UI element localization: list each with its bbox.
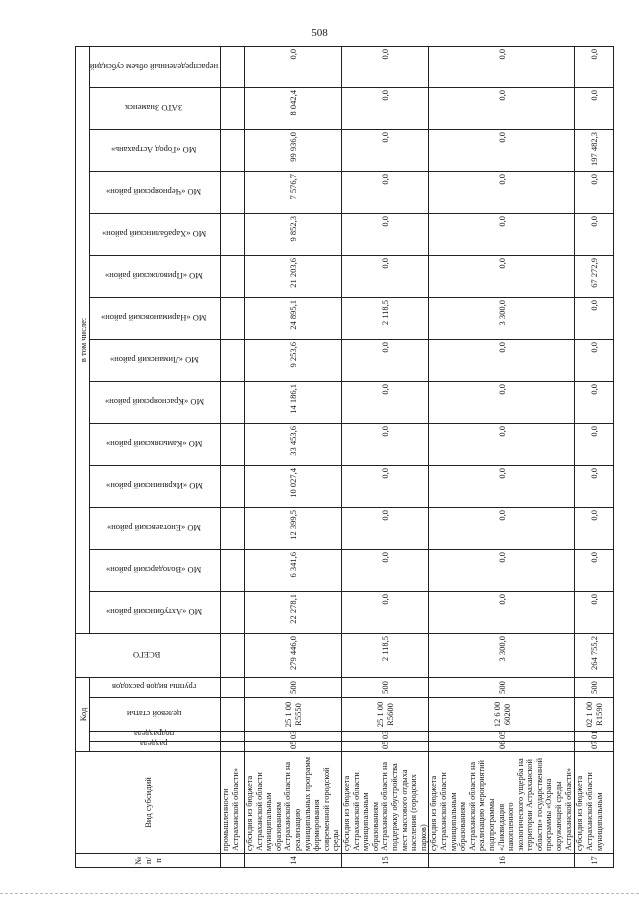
row-num: 17 <box>575 854 614 868</box>
row-cs: 02 1 00 R1590 <box>575 698 614 732</box>
col-header-incl: в том числе: <box>76 46 90 633</box>
col-header-code: Код <box>76 677 90 751</box>
page-bottom-divider <box>0 893 639 894</box>
row-value <box>221 339 245 381</box>
row-value: 0,0 <box>342 213 429 255</box>
row-num: 15 <box>342 854 429 868</box>
row-value <box>221 381 245 423</box>
row-value: 0,0 <box>429 129 575 171</box>
header-row-1 <box>76 46 90 867</box>
row-num: 16 <box>429 854 575 868</box>
row-value <box>221 297 245 339</box>
row-razdel: 05 <box>245 742 342 752</box>
table-row <box>245 46 342 867</box>
row-value: 0,0 <box>342 255 429 297</box>
col-header-total: ВСЕГО <box>76 633 221 677</box>
row-total: 279 446,0 <box>245 633 342 677</box>
row-value: 0,0 <box>575 591 614 633</box>
row-value: 99 936,0 <box>245 129 342 171</box>
row-value: 0,0 <box>429 255 575 297</box>
row-vr: 500 <box>342 677 429 697</box>
row-value: 0,0 <box>575 549 614 591</box>
row-value: 14 186,1 <box>245 381 342 423</box>
row-num: 14 <box>245 854 342 868</box>
row-value: 0,0 <box>429 507 575 549</box>
row-value: 0,0 <box>429 171 575 213</box>
row-value: 0,0 <box>342 46 429 87</box>
row-cs <box>221 698 245 732</box>
district-header: МО «Приволжский район» <box>90 255 221 297</box>
row-value: 0,0 <box>575 465 614 507</box>
row-value: 0,0 <box>575 381 614 423</box>
table-area <box>75 48 605 868</box>
district-header: МО «Город Астрахань» <box>90 129 221 171</box>
row-value <box>221 423 245 465</box>
row-value: 12 399,5 <box>245 507 342 549</box>
row-value: 0,0 <box>575 507 614 549</box>
row-value: 24 895,1 <box>245 297 342 339</box>
row-value: 0,0 <box>342 507 429 549</box>
district-header: МО «Черноярский район» <box>90 171 221 213</box>
row-vr <box>221 677 245 697</box>
row-value: 0,0 <box>575 46 614 87</box>
row-value <box>221 549 245 591</box>
district-header: МО «Лиманский район» <box>90 339 221 381</box>
row-razdel: 06 <box>429 742 575 752</box>
district-header: нераспределенный объем субсидий <box>90 46 221 87</box>
district-header: МО «Харабалинский район» <box>90 213 221 255</box>
row-value <box>221 465 245 507</box>
row-value: 6 341,6 <box>245 549 342 591</box>
row-value: 21 203,6 <box>245 255 342 297</box>
col-header-cs: целевой статьи <box>90 698 221 732</box>
row-total <box>221 633 245 677</box>
row-subsidy-type: субсидия из бюджета Астраханской области муниципальным образованиям Астраханской области на поддержку обустройства мест массового отдыха населения (городских парков) <box>342 752 429 854</box>
row-value: 197 482,3 <box>575 129 614 171</box>
row-value: 0,0 <box>575 423 614 465</box>
row-value: 0,0 <box>575 297 614 339</box>
subsidy-table <box>75 46 614 868</box>
row-podrazdel <box>221 732 245 742</box>
district-header: МО «Камызякский район» <box>90 423 221 465</box>
row-value <box>221 87 245 129</box>
table-row <box>221 46 245 867</box>
row-cs: 25 1 00 R5550 <box>245 698 342 732</box>
row-value: 0,0 <box>342 171 429 213</box>
row-value: 0,0 <box>429 549 575 591</box>
row-value: 0,0 <box>429 381 575 423</box>
district-header: МО «Наримановский район» <box>90 297 221 339</box>
row-value: 0,0 <box>429 87 575 129</box>
row-value: 0,0 <box>342 549 429 591</box>
row-value: 9 852,3 <box>245 213 342 255</box>
row-value: 0,0 <box>342 129 429 171</box>
row-cs: 12 6 00 60200 <box>429 698 575 732</box>
row-value: 67 272,9 <box>575 255 614 297</box>
table-row <box>429 46 575 867</box>
row-razdel: 05 <box>342 742 429 752</box>
row-subsidy-type: субсидия из бюджета Астраханской области муниципальным <box>575 752 614 854</box>
row-value: 10 027,4 <box>245 465 342 507</box>
row-value: 7 576,7 <box>245 171 342 213</box>
row-value: 0,0 <box>429 423 575 465</box>
row-value <box>221 255 245 297</box>
row-value: 33 453,6 <box>245 423 342 465</box>
header-row-2 <box>90 46 101 867</box>
row-value <box>221 171 245 213</box>
page-number: 508 <box>311 27 328 39</box>
row-subsidy-type: промышленности Астраханской области» <box>221 752 245 854</box>
col-header-num: № п/п <box>76 854 221 868</box>
row-cs: 25 1 00 R5600 <box>342 698 429 732</box>
row-value: 0,0 <box>429 591 575 633</box>
row-podrazdel: 03 <box>245 732 342 742</box>
row-value: 0,0 <box>342 591 429 633</box>
table-row <box>575 46 614 867</box>
row-value: 0,0 <box>575 87 614 129</box>
table-row <box>342 46 429 867</box>
row-value <box>221 507 245 549</box>
row-podrazdel: 03 <box>342 732 429 742</box>
district-header: МО «Икрянинский район» <box>90 465 221 507</box>
row-value: 0,0 <box>429 339 575 381</box>
row-razdel: 07 <box>575 742 614 752</box>
row-value: 0,0 <box>575 171 614 213</box>
row-value: 8 042,4 <box>245 87 342 129</box>
district-header: МО «Енотаевский район» <box>90 507 221 549</box>
row-value: 0,0 <box>429 46 575 87</box>
row-total: 3 300,0 <box>429 633 575 677</box>
district-header: МО «Володарский район» <box>90 549 221 591</box>
row-value: 0,0 <box>429 213 575 255</box>
district-header: ЗАТО Знаменск <box>90 87 221 129</box>
rotated-table-wrapper <box>75 48 605 868</box>
row-num <box>221 854 245 868</box>
col-header-vr: группы видов расходов <box>90 677 221 697</box>
row-value: 22 278,1 <box>245 591 342 633</box>
row-value: 0,0 <box>575 213 614 255</box>
row-value <box>221 213 245 255</box>
col-header-type: Вид субсидий <box>76 752 221 854</box>
row-total: 2 118,5 <box>342 633 429 677</box>
row-value: 0,0 <box>429 465 575 507</box>
row-value: 0,0 <box>342 423 429 465</box>
row-value: 0,0 <box>342 381 429 423</box>
row-value: 0,0 <box>342 339 429 381</box>
row-podrazdel: 01 <box>575 732 614 742</box>
col-header-razdel: раздела <box>90 742 221 752</box>
row-total: 264 755,2 <box>575 633 614 677</box>
row-subsidy-type: субсидия из бюджета Астраханской области муниципальным образованиям Астраханской области на реализацию муниципальных программ формирования современной городской среды <box>245 752 342 854</box>
row-vr: 500 <box>245 677 342 697</box>
row-podrazdel: 05 <box>429 732 575 742</box>
row-value: 0,0 <box>245 46 342 87</box>
row-value <box>221 46 245 87</box>
district-header: МО «Красноярский район» <box>90 381 221 423</box>
row-value <box>221 129 245 171</box>
row-subsidy-type: субсидия из бюджета Астраханской области муниципальным образованиям Астраханской области на реализацию мероприятий подпрограммы «Ликвидация накопленного экологического ущерба на территории Астраханской области» государственной программы «Охрана окружающей среды Астраханской области» <box>429 752 575 854</box>
col-header-podrazdel: подраздела <box>90 732 221 742</box>
row-razdel <box>221 742 245 752</box>
district-header: МО «Ахтубинский район» <box>90 591 221 633</box>
row-vr: 500 <box>429 677 575 697</box>
row-value <box>221 591 245 633</box>
row-value: 2 118,5 <box>342 297 429 339</box>
row-value: 0,0 <box>342 465 429 507</box>
row-vr: 500 <box>575 677 614 697</box>
row-value: 0,0 <box>342 87 429 129</box>
row-value: 3 300,0 <box>429 297 575 339</box>
row-value: 0,0 <box>575 339 614 381</box>
row-value: 9 253,6 <box>245 339 342 381</box>
